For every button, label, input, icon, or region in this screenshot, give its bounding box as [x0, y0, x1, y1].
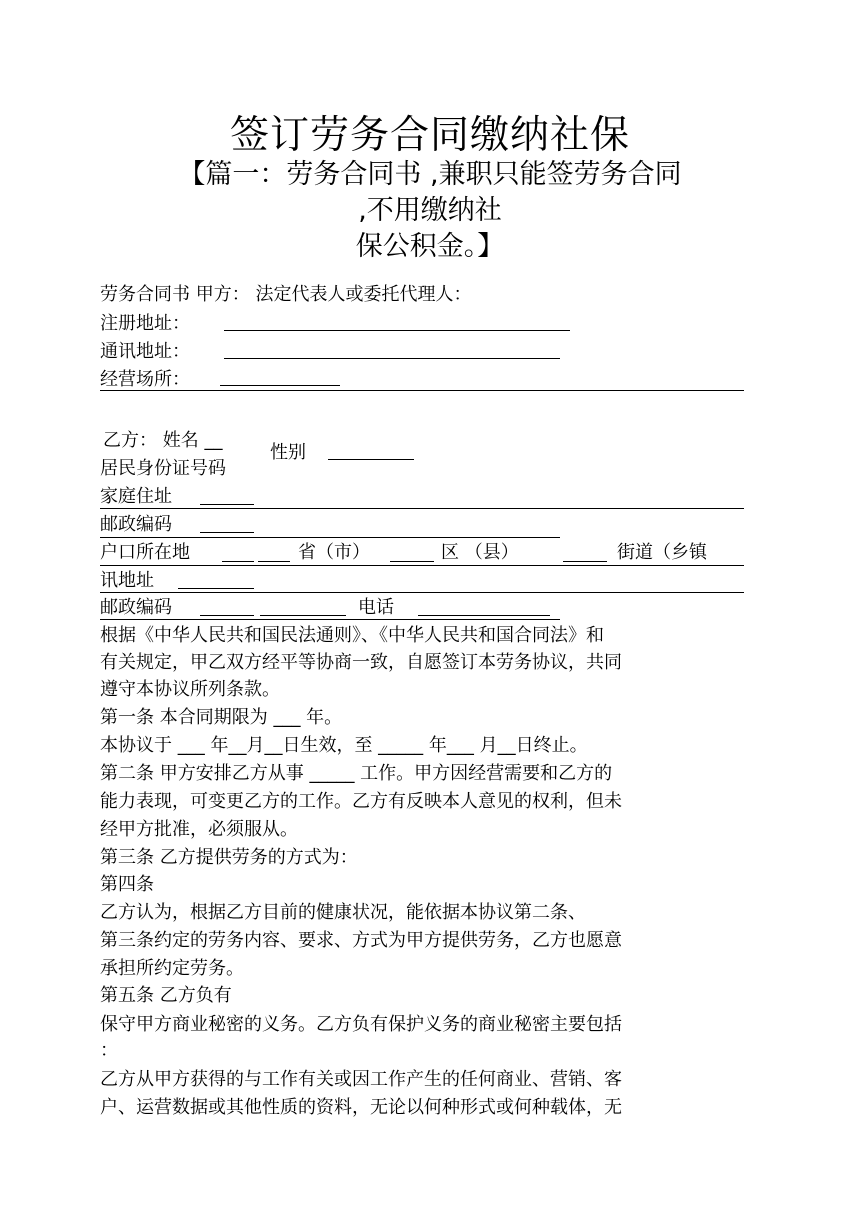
gender-label: 性别	[270, 442, 306, 463]
subtitle-line-2: ,不用缴纳社	[358, 195, 502, 226]
para-1-line-2: 有关规定，甲乙双方经平等协商一致，自愿签订本劳务协议，共同	[100, 652, 622, 673]
comm-address-row	[100, 339, 190, 365]
phone-label: 电话	[358, 597, 394, 618]
district-label: 区 （县）	[441, 542, 519, 563]
reg-address-blank	[224, 330, 570, 331]
article-5-heading: 第五条 乙方负有	[100, 985, 232, 1006]
province-blank	[390, 561, 434, 562]
postcode-2-blank-1	[200, 615, 254, 616]
postcode-1-blank	[200, 532, 254, 533]
party-a-divider	[100, 390, 744, 391]
party-a-header: 劳务合同书 甲方： 法定代表人或委托代理人：	[100, 284, 472, 305]
home-address-blank	[200, 504, 254, 505]
article-4-line-1: 乙方认为，根据乙方目前的健康状况，能依据本协议第二条、	[100, 902, 586, 923]
phone-divider	[100, 619, 560, 620]
hukou-blank-1	[222, 561, 254, 562]
biz-place-label: 经营场所：	[100, 369, 190, 390]
postcode-2-label: 邮政编码	[100, 597, 172, 618]
comm-address-blank	[224, 358, 560, 359]
article-5-line-4: 户、运营数据或其他性质的资料，无论以何种形式或何种载体，无	[100, 1097, 622, 1118]
postcode-1-label: 邮政编码	[100, 514, 172, 535]
postcode-2-blank-2	[260, 615, 346, 616]
home-address-label: 家庭住址	[100, 486, 172, 507]
article-2-line-1: 第二条 甲方安排乙方从事 _____ 工作。甲方因经营需要和乙方的	[100, 763, 613, 784]
biz-place-blank	[220, 385, 340, 386]
article-2-line-3: 经甲方批准，必须服从。	[100, 819, 298, 840]
comm-address-b-blank	[178, 588, 254, 589]
district-blank	[563, 561, 607, 562]
para-1-line-1: 根据《中华人民共和国民法通则》、《中华人民共和国合同法》和	[100, 625, 604, 646]
comm-address-b-label: 讯地址	[100, 570, 154, 591]
party-b-name-label: 乙方： 姓名 __	[103, 430, 223, 451]
hukou-blank-2	[258, 561, 290, 562]
document-title: 签订劳务合同缴纳社保	[229, 113, 630, 158]
article-4-heading: 第四条	[100, 874, 154, 895]
id-number-label: 居民身份证号码	[100, 458, 226, 479]
reg-address-label: 注册地址：	[100, 313, 190, 334]
home-address-divider	[100, 508, 744, 509]
gender-blank	[328, 459, 414, 460]
hukou-label: 户口所在地	[100, 542, 190, 563]
article-1: 第一条 本合同期限为 ___ 年。	[100, 707, 343, 728]
article-5-line-2: ：	[100, 1040, 118, 1061]
article-4-line-2: 第三条约定的劳务内容、要求、方式为甲方提供劳务，乙方也愿意	[100, 930, 622, 951]
comm-address-b-divider	[100, 592, 744, 593]
province-label: 省（市）	[298, 542, 370, 563]
subtitle-line-3: 保公积金。】	[355, 231, 505, 262]
phone-blank	[418, 615, 550, 616]
reg-address-row	[100, 311, 190, 337]
comm-address-label: 通讯地址：	[100, 341, 190, 362]
article-4-line-3: 承担所约定劳务。	[100, 958, 244, 979]
article-2-line-2: 能力表现，可变更乙方的工作。乙方有反映本人意见的权利，但未	[100, 791, 622, 812]
hukou-divider	[100, 565, 744, 566]
para-1-line-3: 遵守本协议所列条款。	[100, 679, 280, 700]
article-5-line-3: 乙方从甲方获得的与工作有关或因工作产生的任何商业、营销、客	[100, 1069, 622, 1090]
article-1-dates: 本协议于 ___ 年__月__日生效，至 _____ 年___ 月__日终止。	[100, 735, 588, 756]
article-3: 第三条 乙方提供劳务的方式为：	[100, 847, 358, 868]
street-label: 街道（乡镇	[617, 542, 707, 563]
subtitle-line-1: 【篇一：劳务合同书 ,兼职只能签劳务合同	[178, 159, 682, 190]
article-5-line-1: 保守甲方商业秘密的义务。乙方负有保护义务的商业秘密主要包括	[100, 1014, 622, 1035]
postcode-1-divider	[100, 537, 560, 538]
